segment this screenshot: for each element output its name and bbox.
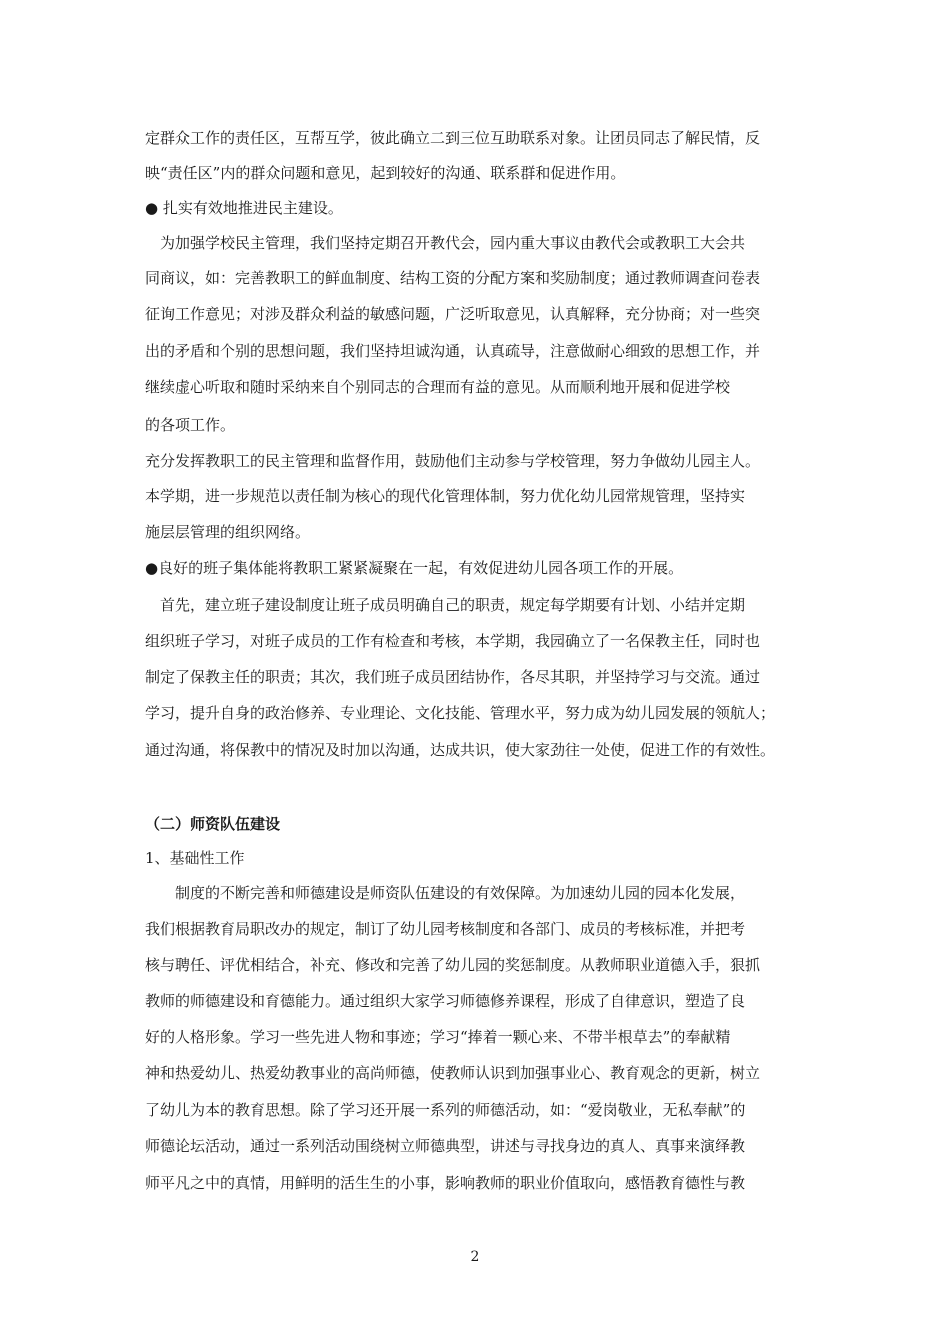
text-line: 同商议，如：完善教职工的鲜血制度、结构工资的分配方案和奖励制度；通过教师调查问卷表 (145, 269, 761, 287)
text-line: 好的人格形象。学习一些先进人物和事迹；学习“捧着一颗心来、不带半根草去”的奉献精 (145, 1028, 731, 1046)
text-line: 师德论坛活动，通过一系列活动围绕树立师德典型，讲述与寻找身边的真人、真事来演绎教 (145, 1137, 746, 1155)
text-line: 制定了保教主任的职责；其次，我们班子成员团结协作，各尽其职，并坚持学习与交流。通过 (145, 668, 761, 686)
text-line: 核与聘任、评优相结合，补充、修改和完善了幼儿园的奖惩制度。从教师职业道德入手，狠抓 (145, 956, 761, 974)
text-line: 映“责任区”内的群众问题和意见，起到较好的沟通、联系群和促进作用。 (145, 164, 626, 182)
text-line: 师平凡之中的真情，用鲜明的活生生的小事，影响教师的职业价值取向，感悟教育德性与教 (145, 1174, 746, 1192)
text-line: 本学期，进一步规范以责任制为核心的现代化管理体制，努力优化幼儿园常规管理，坚持实 (145, 487, 746, 505)
text-line: 我们根据教育局职改办的规定，制订了幼儿园考核制度和各部门、成员的考核标准，并把考 (145, 920, 746, 938)
text-line: 首先，建立班子建设制度让班子成员明确自己的职责，规定每学期要有计划、小结并定期 (145, 596, 746, 614)
text-line: 出的矛盾和个别的思想问题，我们坚持坦诚沟通，认真疏导，注意做耐心细致的思想工作，并 (145, 342, 761, 360)
text-line: 制度的不断完善和师德建设是师资队伍建设的有效保障。为加速幼儿园的园本化发展， (145, 884, 746, 902)
text-line: 组织班子学习，对班子成员的工作有检查和考核，本学期，我园确立了一名保教主任，同时也 (145, 632, 761, 650)
bullet-item: ● 扎实有效地推进民主建设。 (145, 199, 343, 217)
page-number: 2 (470, 1249, 480, 1265)
text-line: 教师的师德建设和育德能力。通过组织大家学习师德修养课程，形成了自律意识，塑造了良 (145, 992, 746, 1010)
text-line: 神和热爱幼儿、热爱幼教事业的高尚师德，使教师认识到加强事业心、教育观念的更新，树立 (145, 1064, 761, 1082)
text-line: 充分发挥教职工的民主管理和监督作用，鼓励他们主动参与学校管理，努力争做幼儿园主人。 (145, 452, 761, 470)
text-line: 通过沟通，将保教中的情况及时加以沟通，达成共识，使大家劲往一处使，促进工作的有效性。 (145, 741, 776, 759)
text-line: 定群众工作的责任区，互帮互学，彼此确立二到三位互助联系对象。让团员同志了解民情，反 (145, 129, 761, 147)
text-line: 施层层管理的组织网络。 (145, 523, 311, 541)
bullet-item: ●良好的班子集体能将教职工紧紧凝聚在一起，有效促进幼儿园各项工作的开展。 (145, 559, 684, 577)
text-line: 了幼儿为本的教育思想。除了学习还开展一系列的师德活动，如：“爱岗敬业，无私奉献”的 (145, 1101, 746, 1119)
text-line: 为加强学校民主管理，我们坚持定期召开教代会，园内重大事议由教代会或教职工大会共 (145, 234, 746, 252)
subsection-heading: 1、基础性工作 (145, 849, 245, 867)
text-line: 学习，提升自身的政治修养、专业理论、文化技能、管理水平，努力成为幼儿园发展的领航人； (145, 704, 776, 722)
section-heading: （二）师资队伍建设 (145, 815, 281, 833)
text-line: 的各项工作。 (145, 416, 236, 434)
text-line: 征询工作意见；对涉及群众利益的敏感问题，广泛听取意见，认真解释，充分协商；对一些突 (145, 305, 761, 323)
text-line: 继续虚心听取和随时采纳来自个别同志的合理而有益的意见。从而顺利地开展和促进学校 (145, 378, 731, 396)
